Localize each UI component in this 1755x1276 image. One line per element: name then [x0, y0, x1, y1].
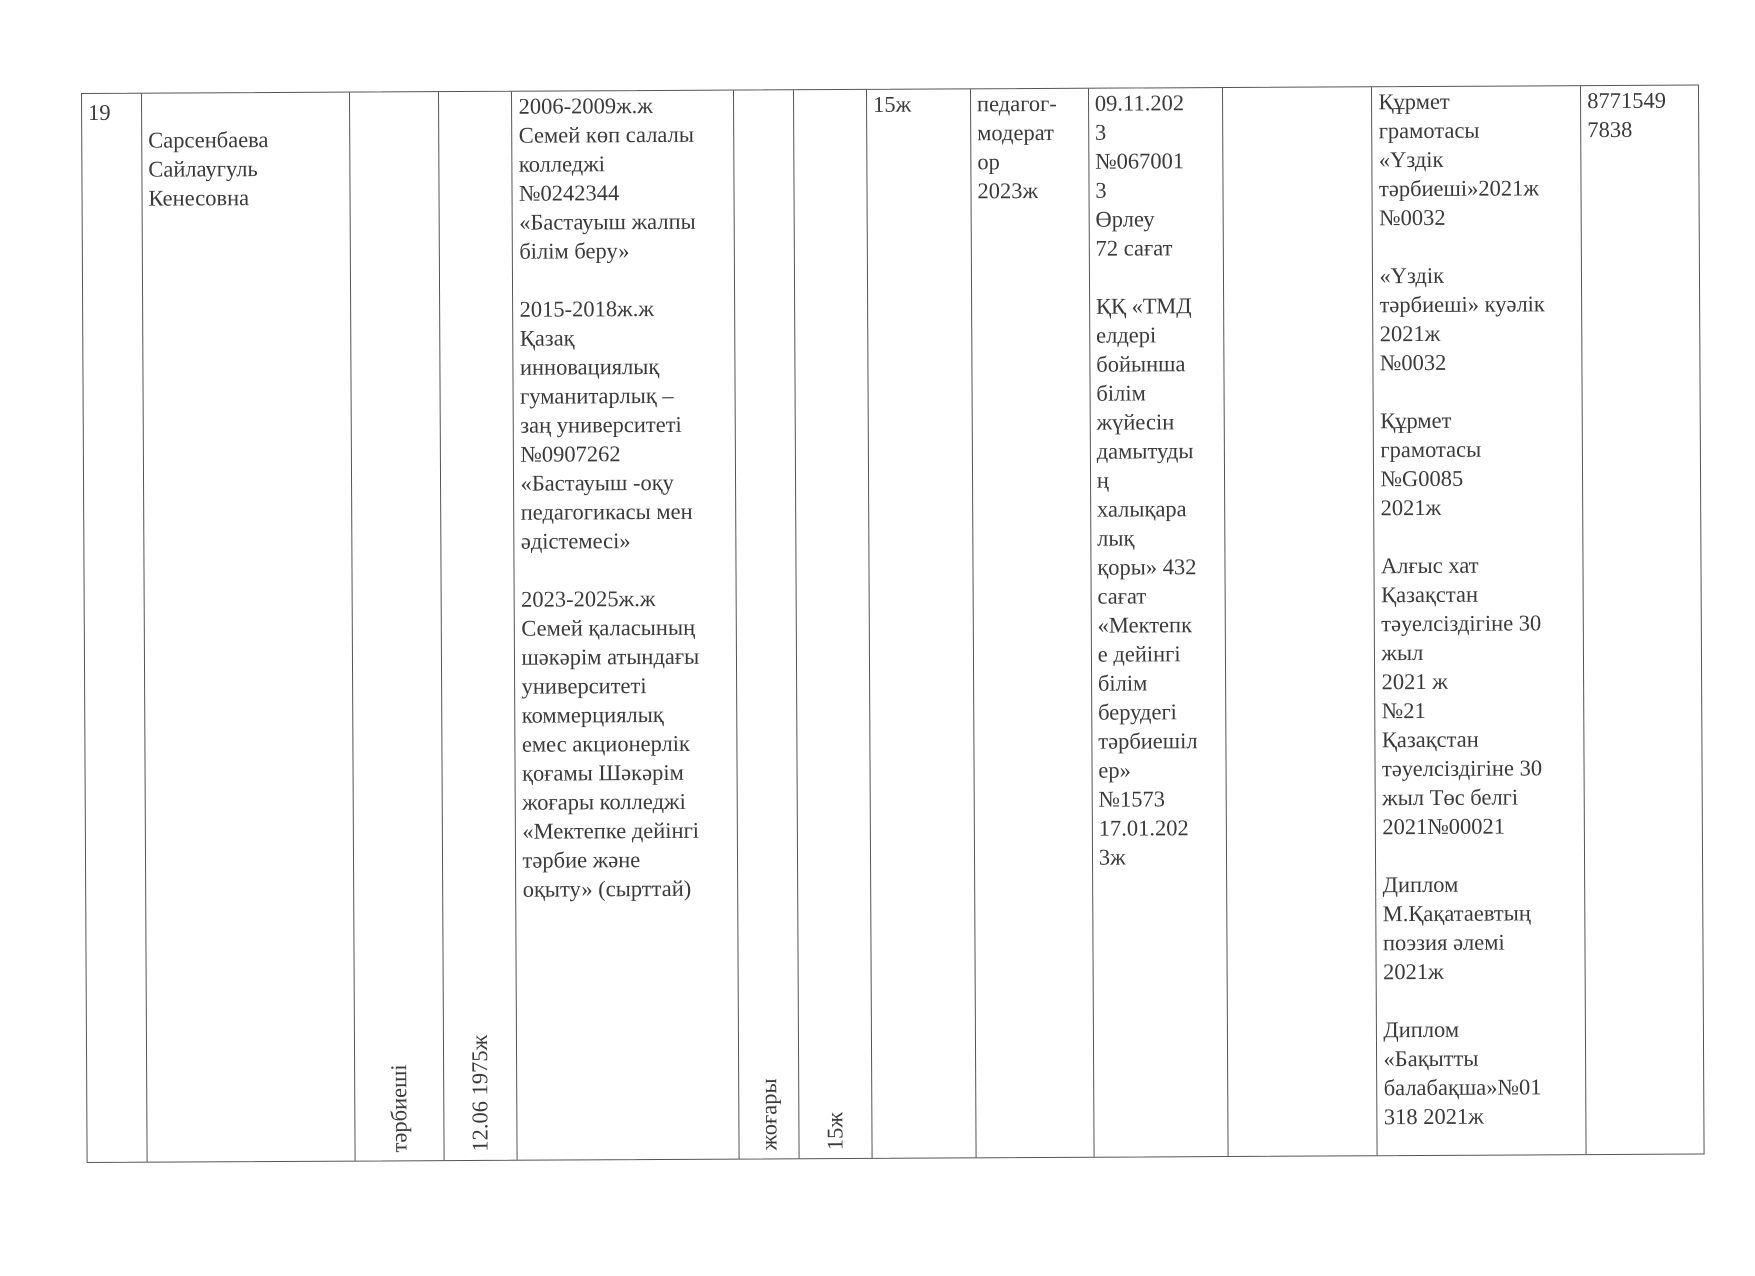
cell-empty [1223, 87, 1378, 1156]
cell-number: 19 [82, 94, 148, 1162]
cell-position [350, 92, 444, 1160]
cell-pedagogical-experience: 15ж [867, 89, 976, 1158]
cell-full-name: Сарсенбаева Сайлаугуль Кенесовна [142, 93, 355, 1162]
cell-education: 2006-2009ж.ж Семей көп салалы колледжі №0242344 «Бастауыш жалпы білім беру» 2015-2018ж.ж Қазақ инновациялық гуманитарлық – заң университеті №0907262 «Бастауыш -оқу педагогикасы мен әдістемесі» 2023-2025ж.ж Семей қаласының шәкәрім атындағы университеті коммерциялық емес акционерлік қоғамы Шәкәрім жоғары колледжі «Мектепке дейінгі тәрбие және оқыту» (сырттай) [512, 91, 739, 1160]
birth-date-text: 12.06 1975ж [466, 1035, 493, 1152]
cell-phone: 8771549 7838 [1587, 87, 1667, 143]
cell-courses: 09.11.202 3 №067001 3 Өрлеу 72 сағат ҚҚ «ТМД елдері бойынша білім жүйесін дамытуды ң халықара лық қоры» 432 сағат «Мектепк е дейінгі білім берудегі тәрбиешіл ер» №1573 17.01.202 3ж [1089, 88, 1228, 1157]
cell-education-level [734, 90, 800, 1158]
cell-category: педагог- модерат ор 2023ж [971, 89, 1094, 1158]
cell-total-experience [794, 90, 873, 1158]
position-text: тәрбиеші [385, 1064, 412, 1153]
total-experience-text: 15ж [822, 1111, 848, 1151]
staff-table-row [81, 85, 1705, 1163]
cell-birth-date [439, 92, 519, 1160]
education-level-text: жоғары [755, 1078, 782, 1151]
cell-awards: Құрмет грамотасы «Үздік тәрбиеші»2021ж №0032 «Үздік тәрбиеші» куәлік 2021ж №0032 Құрмет грамотасы №G0085 2021ж Алғыс хат Қазақстан тәуелсіздігіне 30 жыл 2021 ж №21 Қазақстан тәуелсіздігіне 30 жыл Төс белгі 2021№00021 Диплом М.Қақатаевтың поэзия әлемі 2021ж Диплом «Бақытты балабақша»№01 318 2021ж [1372, 86, 1586, 1155]
